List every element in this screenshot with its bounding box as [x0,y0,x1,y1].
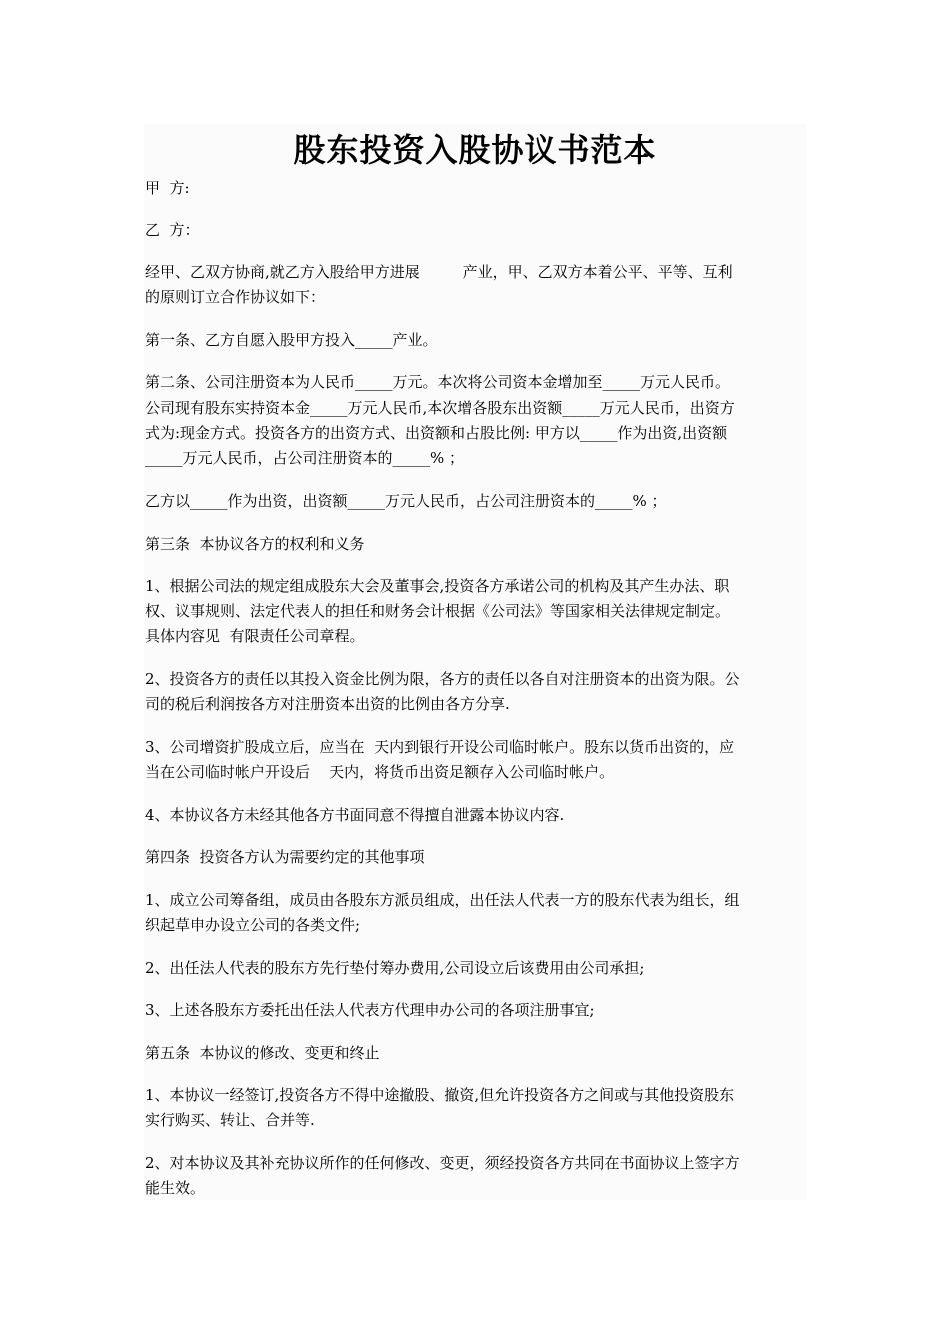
article-4-item-2: 2、出任法人代表的股东方先行垫付筹办费用,公司设立后该费用由公司承担; [145,959,645,977]
article-5-item-1-line-2: 实行购买、转让、合并等. [145,1111,315,1129]
document-title: 股东投资入股协议书范本 [293,131,657,169]
intro-line-2: 的原则订立合作协议如下： [145,288,326,306]
article-1: 第一条、乙方自愿入股甲方投入_____产业。 [145,331,438,349]
intro-line-1: 经甲、乙双方协商,就乙方入股给甲方进展 产业，甲、乙双方本着公平、平等、互利 [145,263,733,281]
article-3-item-3-line-1: 3、公司增资扩股成立后，应当在 天内到银行开设公司临时帐户。股东以货币出资的，应 [145,738,735,756]
article-4-item-1-line-2: 织起草申办设立公司的各类文件; [145,916,361,934]
article-3-item-1-line-2: 权、议事规则、法定代表人的担任和财务会计根据《公司法》等国家相关法律规定制定。 [145,602,731,620]
article-4-heading: 第四条 投资各方认为需要约定的其他事项 [145,848,425,866]
article-3-item-3-line-2: 当在公司临时帐户开设后 天内，将货币出资足额存入公司临时帐户。 [145,763,615,781]
article-3-item-4: 4、本协议各方未经其他各方书面同意不得擅自泄露本协议内容. [145,806,565,824]
article-3-item-1-line-3: 具体内容见 有限责任公司章程。 [145,627,365,645]
article-5-item-2-line-1: 2、对本协议及其补充协议所作的任何修改、变更，须经投资各方共同在书面协议上签字方 [145,1154,740,1172]
article-3-heading: 第三条 本协议各方的权利和义务 [145,535,365,553]
article-2-line-3: 式为:现金方式。投资各方的出资方式、出资额和占股比例: 甲方以_____作为出资,出资额 [145,424,728,442]
article-3-item-2-line-1: 2、投资各方的责任以其投入资金比例为限，各方的责任以各自对注册资本的出资为限。公 [145,670,740,688]
article-5-item-2-line-2: 能生效。 [145,1179,206,1197]
article-5-item-1-line-1: 1、本协议一经签订,投资各方不得中途撤股、撤资,但允许投资各方之间或与其他投资股东 [145,1086,735,1104]
party-a-line: 甲 方: [145,179,190,197]
party-b-line: 乙 方： [145,221,200,239]
article-3-item-1-line-1: 1、根据公司法的规定组成股东大会及董事会,投资各方承诺公司的机构及其产生办法、职 [145,577,730,595]
article-2-line-2: 公司现有股东实持资本金_____万元人民币,本次增各股东出资额_____万元人民币，出资方 [145,399,735,417]
article-4-item-1-line-1: 1、成立公司筹备组，成员由各股东方派员组成，出任法人代表一方的股东代表为组长，组 [145,891,740,909]
article-4-item-3: 3、上述各股东方委托出任法人代表方代理申办公司的各项注册事宜; [145,1001,595,1019]
article-2-line-1: 第二条、公司注册资本为人民币_____万元。本次将公司资本金增加至_____万元人民币。 [145,373,731,391]
article-5-heading: 第五条 本协议的修改、变更和终止 [145,1044,380,1062]
article-3-item-2-line-2: 司的税后利润按各方对注册资本出资的比例由各方分享. [145,695,510,713]
article-2-line-4: _____万元人民币，占公司注册资本的_____% ； [145,449,465,467]
party-b-contribution: 乙方以_____作为出资，出资额_____万元人民币，占公司注册资本的_____% ； [145,492,667,510]
